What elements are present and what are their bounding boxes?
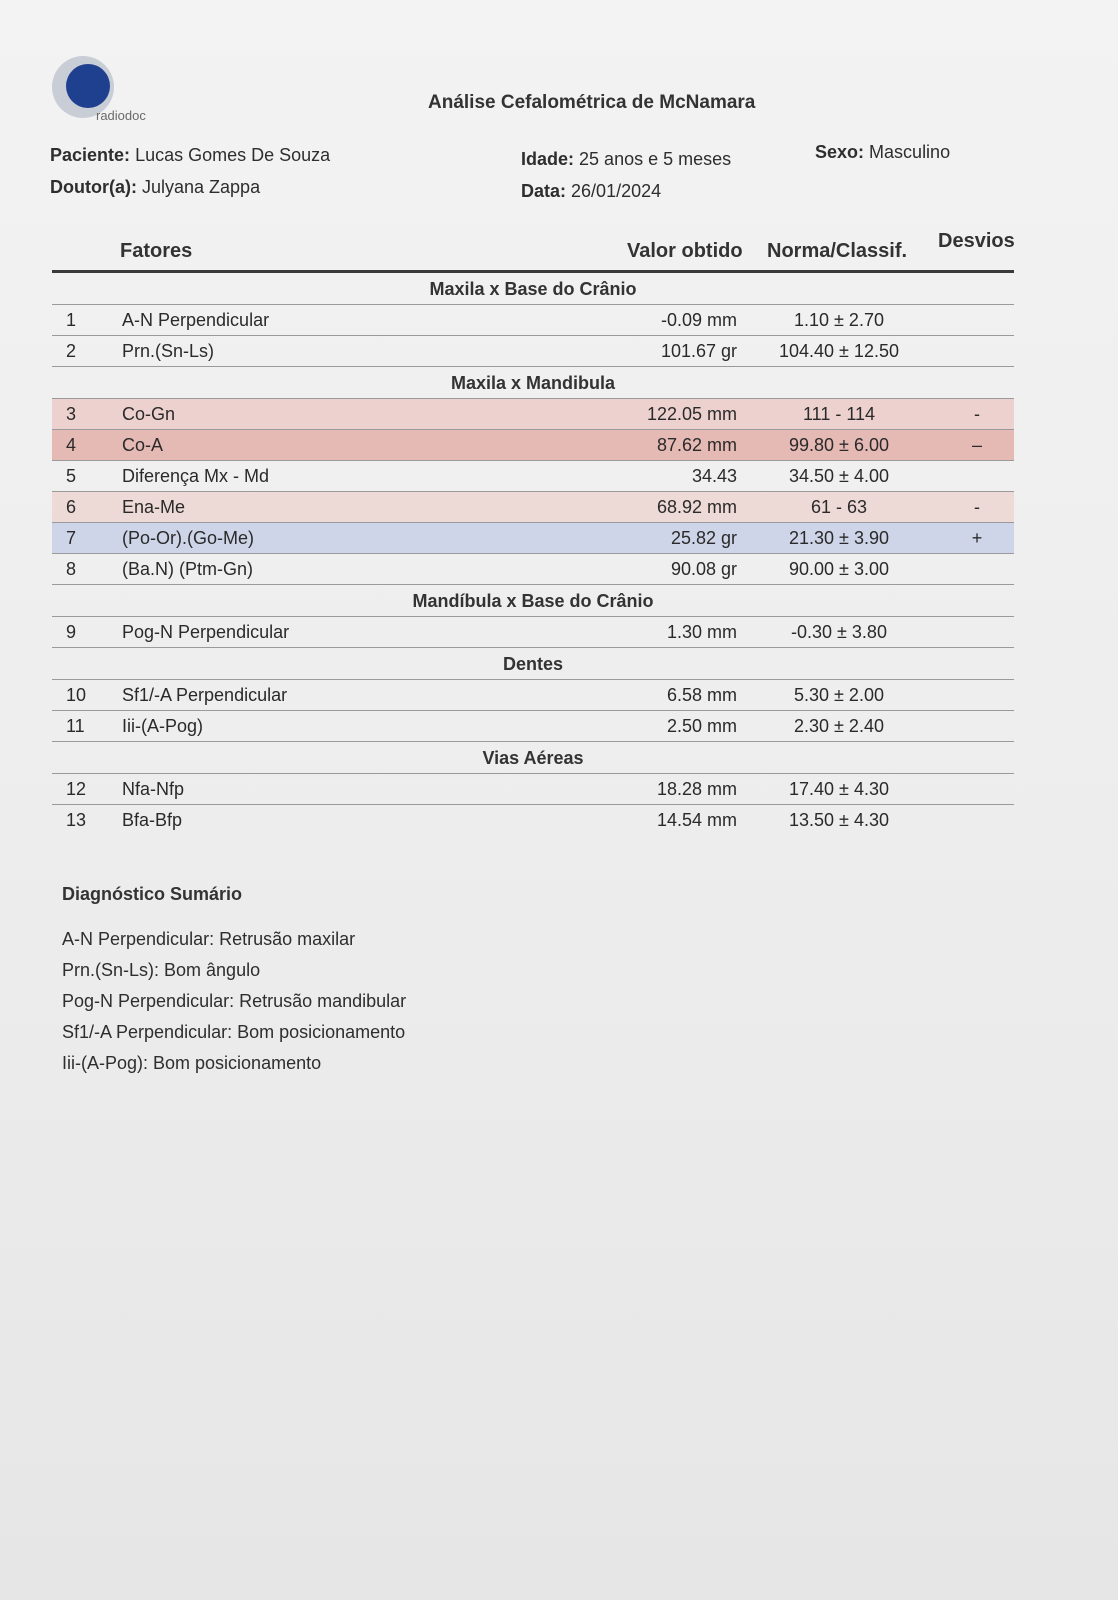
table-row — [52, 430, 1014, 461]
row-norm: 13.50 ± 4.30 — [789, 810, 889, 830]
row-factor: A-N Perpendicular — [122, 310, 270, 330]
row-deviation: – — [971, 435, 982, 455]
age-label: Idade: — [521, 149, 575, 169]
section-title: Dentes — [52, 648, 1014, 680]
row-value: 25.82 gr — [670, 528, 737, 548]
row-value: 87.62 mm — [656, 435, 737, 455]
row-value: 34.43 — [691, 466, 737, 486]
section-title: Maxila x Mandibula — [52, 367, 1014, 399]
row-factor: Ena-Me — [122, 497, 186, 517]
table-row — [52, 617, 1014, 648]
row-value: -0.09 mm — [660, 310, 737, 330]
row-factor: Diferença Mx - Md — [122, 466, 270, 486]
table-row — [52, 461, 1014, 492]
row-number: 5 — [66, 466, 77, 486]
row-factor: Nfa-Nfp — [122, 779, 185, 799]
row-factor: Co-A — [122, 435, 164, 455]
table-row — [52, 554, 1014, 585]
age-line — [521, 149, 731, 170]
row-value: 68.92 mm — [656, 497, 737, 517]
sex-label: Sexo: — [815, 142, 865, 162]
row-norm: 21.30 ± 3.90 — [789, 528, 889, 548]
row-norm: 17.40 ± 4.30 — [789, 779, 889, 799]
col-factors: Fatores — [120, 240, 193, 262]
col-value: Valor obtido — [627, 240, 743, 262]
row-value: 90.08 gr — [670, 559, 737, 579]
table-row — [52, 399, 1014, 430]
section-title: Maxila x Base do Crânio — [52, 273, 1014, 305]
row-value: 101.67 gr — [660, 341, 737, 361]
table-row — [52, 774, 1014, 805]
diagnosis-line: Sf1/-A Perpendicular: Bom posicionamento — [62, 1022, 406, 1042]
table-row — [52, 305, 1014, 336]
row-norm: 61 - 63 — [810, 497, 868, 517]
section-title: Vias Aéreas — [52, 742, 1014, 774]
doctor-name: Julyana Zappa — [142, 177, 261, 197]
row-number: 12 — [66, 779, 87, 799]
table-row — [52, 711, 1014, 742]
row-norm: 1.10 ± 2.70 — [794, 310, 884, 330]
sex-value: Masculino — [869, 142, 951, 162]
diagnosis-list — [62, 924, 406, 1079]
row-value: 6.58 mm — [666, 685, 737, 705]
doctor-label: Doutor(a): — [50, 177, 137, 197]
table-row — [52, 680, 1014, 711]
table-row — [52, 492, 1014, 523]
col-norm: Norma/Classif. — [767, 240, 908, 262]
row-norm: 34.50 ± 4.00 — [789, 466, 889, 486]
patient-label: Paciente: — [50, 145, 131, 165]
patient-line — [50, 145, 330, 166]
age-value: 25 anos e 5 meses — [579, 149, 732, 169]
row-number: 3 — [66, 404, 77, 424]
measurements-table — [52, 230, 1014, 835]
date-line — [521, 181, 661, 202]
row-norm: 90.00 ± 3.00 — [789, 559, 889, 579]
row-norm: 111 - 114 — [802, 404, 876, 424]
head-icon — [66, 64, 110, 108]
row-factor: (Po-Or).(Go-Me) — [122, 528, 254, 548]
row-value: 18.28 mm — [656, 779, 737, 799]
date-value: 26/01/2024 — [571, 181, 662, 201]
row-norm: 104.40 ± 12.50 — [779, 341, 899, 361]
row-number: 6 — [66, 497, 77, 517]
date-label: Data: — [521, 181, 567, 201]
diagnosis-line: Prn.(Sn-Ls): Bom ângulo — [62, 960, 261, 980]
row-deviation: - — [974, 497, 980, 517]
row-number: 10 — [66, 685, 87, 705]
sex-line — [815, 142, 950, 163]
row-number: 1 — [66, 310, 77, 330]
row-norm: -0.30 ± 3.80 — [791, 622, 887, 642]
section-title: Mandíbula x Base do Crânio — [52, 585, 1014, 617]
row-number: 11 — [66, 716, 85, 736]
row-factor: Sf1/-A Perpendicular — [122, 685, 288, 705]
row-factor: Pog-N Perpendicular — [122, 622, 290, 642]
table-row — [52, 523, 1014, 554]
row-factor: Bfa-Bfp — [122, 810, 183, 830]
row-norm: 99.80 ± 6.00 — [789, 435, 889, 455]
diagnosis-line: Pog-N Perpendicular: Retrusão mandibular — [62, 991, 407, 1011]
row-value: 122.05 mm — [646, 404, 737, 424]
row-number: 7 — [66, 528, 77, 548]
report-title: Análise Cefalométrica de McNamara — [428, 92, 756, 113]
row-factor: Iii-(A-Pog) — [122, 716, 204, 736]
row-number: 9 — [66, 622, 77, 642]
row-number: 4 — [66, 435, 77, 455]
row-norm: 2.30 ± 2.40 — [794, 716, 884, 736]
row-number: 8 — [66, 559, 77, 579]
diagnosis-line: A-N Perpendicular: Retrusão maxilar — [62, 929, 356, 949]
diagnosis-title: Diagnóstico Sumário — [62, 884, 243, 904]
table-header — [52, 230, 1014, 273]
doctor-line — [50, 177, 260, 198]
logo-text: radiodoc — [96, 108, 146, 123]
patient-name: Lucas Gomes De Souza — [135, 145, 331, 165]
row-factor: Co-Gn — [122, 404, 176, 424]
row-deviation: + — [971, 528, 983, 548]
diagnosis-line: Iii-(A-Pog): Bom posicionamento — [62, 1053, 322, 1073]
table-row — [52, 805, 1014, 835]
radiodoc-logo — [52, 56, 182, 126]
row-number: 2 — [66, 341, 77, 361]
row-value: 14.54 mm — [656, 810, 737, 830]
row-number: 13 — [66, 810, 87, 830]
table-row — [52, 336, 1014, 367]
row-norm: 5.30 ± 2.00 — [794, 685, 884, 705]
row-value: 1.30 mm — [666, 622, 737, 642]
row-factor: (Ba.N) (Ptm-Gn) — [122, 559, 254, 579]
row-deviation: - — [974, 404, 980, 424]
row-value: 2.50 mm — [666, 716, 737, 736]
row-factor: Prn.(Sn-Ls) — [122, 341, 215, 361]
col-deviation: Desvios — [938, 230, 1015, 252]
